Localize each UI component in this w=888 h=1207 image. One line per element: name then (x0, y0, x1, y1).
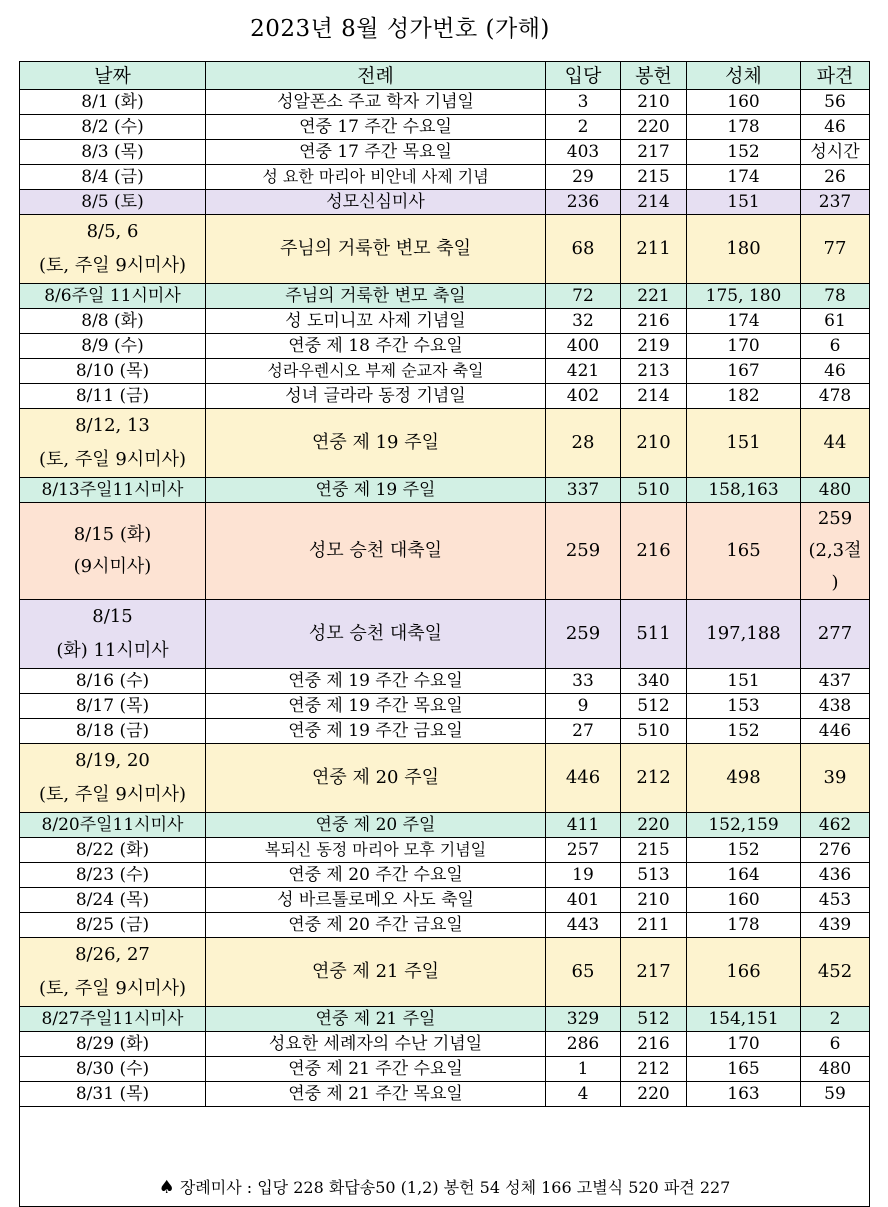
date-cell-line: (9시미사) (73, 556, 152, 577)
table-row (20, 938, 870, 1007)
offertory-cell: 213 (621, 359, 687, 384)
header-communion: 성체 (687, 62, 801, 90)
header-row (20, 62, 870, 90)
offertory-cell: 214 (621, 384, 687, 409)
entrance-cell: 9 (546, 694, 621, 719)
funeral-mass-text: 장례미사 : 입당 228 화답송50 (1,2) 봉헌 54 성체 166 고별식 520 파견 227 (179, 1178, 731, 1197)
entrance-cell: 337 (546, 478, 621, 503)
communion-cell: 165 (687, 503, 801, 600)
date-cell: 8/11 (금) (20, 384, 206, 409)
date-cell: 8/10 (목) (20, 359, 206, 384)
table-row (20, 600, 870, 669)
table-row (20, 1057, 870, 1082)
dismissal-cell: 480 (801, 478, 870, 503)
offertory-cell: 216 (621, 309, 687, 334)
dismissal-cell-line: 259 (817, 508, 853, 529)
liturgy-cell: 성요한 세례자의 수난 기념일 (206, 1032, 546, 1057)
communion-cell: 151 (687, 409, 801, 478)
date-cell: 8/18 (금) (20, 719, 206, 744)
entrance-cell: 33 (546, 669, 621, 694)
date-cell-line: 8/5, 6 (86, 221, 139, 242)
offertory-cell: 210 (621, 409, 687, 478)
table-row (20, 719, 870, 744)
entrance-cell: 401 (546, 888, 621, 913)
date-cell-line: (화) 11시미사 (56, 640, 169, 661)
date-cell: 8/9 (수) (20, 334, 206, 359)
communion-cell: 158,163 (687, 478, 801, 503)
communion-cell: 174 (687, 309, 801, 334)
offertory-cell: 217 (621, 140, 687, 165)
dismissal-cell: 436 (801, 863, 870, 888)
dismissal-cell: 437 (801, 669, 870, 694)
dismissal-cell: 46 (801, 359, 870, 384)
offertory-cell: 212 (621, 1057, 687, 1082)
liturgy-cell: 주님의 거룩한 변모 축일 (206, 284, 546, 309)
entrance-cell: 19 (546, 863, 621, 888)
header-date: 날짜 (20, 62, 206, 90)
offertory-cell: 220 (621, 115, 687, 140)
communion-cell: 153 (687, 694, 801, 719)
liturgy-cell: 연중 제 21 주간 수요일 (206, 1057, 546, 1082)
date-cell: 8/3 (목) (20, 140, 206, 165)
date-cell: 8/8 (화) (20, 309, 206, 334)
offertory-cell: 214 (621, 190, 687, 215)
offertory-cell: 216 (621, 1032, 687, 1057)
dismissal-cell: 46 (801, 115, 870, 140)
dismissal-cell: 6 (801, 1032, 870, 1057)
dismissal-cell-line: ) (831, 572, 839, 593)
date-cell: 8/25 (금) (20, 913, 206, 938)
header-entrance: 입당 (546, 62, 621, 90)
header-offertory: 봉헌 (621, 62, 687, 90)
dismissal-cell: 2 (801, 1007, 870, 1032)
date-cell: 8/22 (화) (20, 838, 206, 863)
dismissal-cell: 277 (801, 600, 870, 669)
table-row (20, 409, 870, 478)
dismissal-cell: 478 (801, 384, 870, 409)
date-cell: 8/17 (목) (20, 694, 206, 719)
liturgy-cell: 성알폰소 주교 학자 기념일 (206, 90, 546, 115)
date-cell (20, 744, 206, 813)
offertory-cell: 511 (621, 600, 687, 669)
dismissal-cell: 77 (801, 215, 870, 284)
dismissal-cell-line: (2,3절 (808, 540, 862, 561)
entrance-cell: 1 (546, 1057, 621, 1082)
table-row (20, 115, 870, 140)
date-cell: 8/24 (목) (20, 888, 206, 913)
table-row (20, 694, 870, 719)
spade-icon: ♠ (158, 1177, 175, 1198)
date-cell-line: 8/19, 20 (75, 750, 150, 771)
entrance-cell: 403 (546, 140, 621, 165)
offertory-cell: 512 (621, 1007, 687, 1032)
liturgy-cell: 성 도미니꼬 사제 기념일 (206, 309, 546, 334)
communion-cell: 182 (687, 384, 801, 409)
offertory-cell: 217 (621, 938, 687, 1007)
dismissal-cell: 78 (801, 284, 870, 309)
entrance-cell: 259 (546, 503, 621, 600)
offertory-cell: 210 (621, 888, 687, 913)
liturgy-cell: 성모신심미사 (206, 190, 546, 215)
date-cell: 8/30 (수) (20, 1057, 206, 1082)
entrance-cell: 236 (546, 190, 621, 215)
liturgy-cell: 연중 제 19 주간 목요일 (206, 694, 546, 719)
communion-cell: 498 (687, 744, 801, 813)
liturgy-cell: 연중 제 19 주일 (206, 409, 546, 478)
table-row (20, 863, 870, 888)
date-cell (20, 600, 206, 669)
liturgy-cell: 연중 제 21 주일 (206, 938, 546, 1007)
entrance-cell: 259 (546, 600, 621, 669)
entrance-cell: 443 (546, 913, 621, 938)
dismissal-cell: 237 (801, 190, 870, 215)
dismissal-cell: 453 (801, 888, 870, 913)
dismissal-cell: 276 (801, 838, 870, 863)
entrance-cell: 3 (546, 90, 621, 115)
date-cell-line: 8/15 (92, 606, 133, 627)
communion-cell: 175, 180 (687, 284, 801, 309)
offertory-cell: 220 (621, 1082, 687, 1107)
entrance-cell: 29 (546, 165, 621, 190)
communion-cell: 178 (687, 115, 801, 140)
liturgy-cell: 성녀 글라라 동정 기념일 (206, 384, 546, 409)
table-row (20, 384, 870, 409)
date-cell-line: 8/15 (화) (73, 524, 152, 545)
table-row (20, 744, 870, 813)
header-dismissal: 파견 (801, 62, 870, 90)
communion-cell: 151 (687, 190, 801, 215)
offertory-cell: 510 (621, 719, 687, 744)
table-row (20, 140, 870, 165)
table-row (20, 90, 870, 115)
date-cell (20, 938, 206, 1007)
date-cell: 8/13주일11시미사 (20, 478, 206, 503)
header-liturgy: 전례 (206, 62, 546, 90)
liturgy-cell: 성 요한 마리아 비안네 사제 기념 (206, 165, 546, 190)
entrance-cell: 402 (546, 384, 621, 409)
communion-cell: 152,159 (687, 813, 801, 838)
communion-cell: 152 (687, 719, 801, 744)
entrance-cell: 32 (546, 309, 621, 334)
dismissal-cell: 480 (801, 1057, 870, 1082)
communion-cell: 164 (687, 863, 801, 888)
communion-cell: 197,188 (687, 600, 801, 669)
table-row (20, 309, 870, 334)
liturgy-cell: 연중 17 주간 목요일 (206, 140, 546, 165)
offertory-cell: 340 (621, 669, 687, 694)
liturgy-cell: 복되신 동정 마리아 모후 기념일 (206, 838, 546, 863)
table-row (20, 838, 870, 863)
date-cell: 8/16 (수) (20, 669, 206, 694)
entrance-cell: 2 (546, 115, 621, 140)
funeral-mass-note (20, 1107, 870, 1207)
offertory-cell: 212 (621, 744, 687, 813)
table-row (20, 813, 870, 838)
date-cell: 8/4 (금) (20, 165, 206, 190)
dismissal-cell: 462 (801, 813, 870, 838)
liturgy-cell: 성모 승천 대축일 (206, 600, 546, 669)
liturgy-cell: 연중 제 20 주간 금요일 (206, 913, 546, 938)
liturgy-cell: 성 바르톨로메오 사도 축일 (206, 888, 546, 913)
date-cell: 8/2 (수) (20, 115, 206, 140)
liturgy-cell: 연중 제 18 주간 수요일 (206, 334, 546, 359)
entrance-cell: 329 (546, 1007, 621, 1032)
communion-cell: 178 (687, 913, 801, 938)
liturgy-cell: 연중 제 20 주일 (206, 744, 546, 813)
table-row (20, 888, 870, 913)
communion-cell: 166 (687, 938, 801, 1007)
date-cell (20, 409, 206, 478)
table-row (20, 1032, 870, 1057)
table-row (20, 359, 870, 384)
offertory-cell: 512 (621, 694, 687, 719)
table-row (20, 478, 870, 503)
date-cell-line: (토, 주일 9시미사) (39, 784, 186, 805)
communion-cell: 180 (687, 215, 801, 284)
table-row (20, 284, 870, 309)
communion-cell: 152 (687, 140, 801, 165)
entrance-cell: 28 (546, 409, 621, 478)
dismissal-cell: 56 (801, 90, 870, 115)
offertory-cell: 221 (621, 284, 687, 309)
table-row (20, 503, 870, 600)
date-cell-line: 8/26, 27 (75, 944, 150, 965)
date-cell: 8/23 (수) (20, 863, 206, 888)
dismissal-cell: 61 (801, 309, 870, 334)
offertory-cell: 210 (621, 90, 687, 115)
offertory-cell: 216 (621, 503, 687, 600)
liturgy-cell: 연중 제 20 주일 (206, 813, 546, 838)
date-cell-line: 8/12, 13 (75, 415, 150, 436)
dismissal-cell: 6 (801, 334, 870, 359)
liturgy-cell: 연중 제 19 주간 수요일 (206, 669, 546, 694)
entrance-cell: 65 (546, 938, 621, 1007)
date-cell: 8/31 (목) (20, 1082, 206, 1107)
entrance-cell: 446 (546, 744, 621, 813)
offertory-cell: 211 (621, 215, 687, 284)
liturgy-cell: 연중 제 21 주일 (206, 1007, 546, 1032)
communion-cell: 163 (687, 1082, 801, 1107)
liturgy-cell: 성모 승천 대축일 (206, 503, 546, 600)
communion-cell: 170 (687, 1032, 801, 1057)
offertory-cell: 215 (621, 838, 687, 863)
entrance-cell: 421 (546, 359, 621, 384)
date-cell-line: (토, 주일 9시미사) (39, 978, 186, 999)
date-cell: 8/29 (화) (20, 1032, 206, 1057)
liturgy-cell: 주님의 거룩한 변모 축일 (206, 215, 546, 284)
date-cell (20, 215, 206, 284)
table-row (20, 190, 870, 215)
offertory-cell: 211 (621, 913, 687, 938)
hymn-schedule-table (19, 61, 870, 1207)
offertory-cell: 510 (621, 478, 687, 503)
entrance-cell: 286 (546, 1032, 621, 1057)
date-cell: 8/1 (화) (20, 90, 206, 115)
liturgy-cell: 성라우렌시오 부제 순교자 축일 (206, 359, 546, 384)
communion-cell: 165 (687, 1057, 801, 1082)
date-cell: 8/6주일 11시미사 (20, 284, 206, 309)
entrance-cell: 72 (546, 284, 621, 309)
entrance-cell: 257 (546, 838, 621, 863)
dismissal-cell: 39 (801, 744, 870, 813)
dismissal-cell (801, 503, 870, 600)
table-row (20, 1082, 870, 1107)
offertory-cell: 219 (621, 334, 687, 359)
liturgy-cell: 연중 제 19 주일 (206, 478, 546, 503)
communion-cell: 154,151 (687, 1007, 801, 1032)
date-cell: 8/5 (토) (20, 190, 206, 215)
dismissal-cell: 26 (801, 165, 870, 190)
entrance-cell: 27 (546, 719, 621, 744)
dismissal-cell: 438 (801, 694, 870, 719)
table-row (20, 334, 870, 359)
communion-cell: 174 (687, 165, 801, 190)
communion-cell: 160 (687, 90, 801, 115)
liturgy-cell: 연중 제 21 주간 목요일 (206, 1082, 546, 1107)
dismissal-cell: 성시간 (801, 140, 870, 165)
dismissal-cell: 44 (801, 409, 870, 478)
liturgy-cell: 연중 제 19 주간 금요일 (206, 719, 546, 744)
table-row (20, 215, 870, 284)
entrance-cell: 411 (546, 813, 621, 838)
liturgy-cell: 연중 제 20 주간 수요일 (206, 863, 546, 888)
table-row (20, 669, 870, 694)
offertory-cell: 220 (621, 813, 687, 838)
entrance-cell: 4 (546, 1082, 621, 1107)
offertory-cell: 215 (621, 165, 687, 190)
entrance-cell: 68 (546, 215, 621, 284)
date-cell: 8/20주일11시미사 (20, 813, 206, 838)
dismissal-cell: 439 (801, 913, 870, 938)
communion-cell: 167 (687, 359, 801, 384)
communion-cell: 160 (687, 888, 801, 913)
table-row (20, 165, 870, 190)
table-row (20, 913, 870, 938)
communion-cell: 152 (687, 838, 801, 863)
footer-row (20, 1107, 870, 1207)
communion-cell: 151 (687, 669, 801, 694)
dismissal-cell: 452 (801, 938, 870, 1007)
offertory-cell: 513 (621, 863, 687, 888)
date-cell (20, 503, 206, 600)
date-cell-line: (토, 주일 9시미사) (39, 255, 186, 276)
date-cell-line: (토, 주일 9시미사) (39, 449, 186, 470)
table-row (20, 1007, 870, 1032)
dismissal-cell: 59 (801, 1082, 870, 1107)
page-title: 2023년 8월 성가번호 (가해) (250, 16, 550, 42)
entrance-cell: 400 (546, 334, 621, 359)
liturgy-cell: 연중 17 주간 수요일 (206, 115, 546, 140)
dismissal-cell: 446 (801, 719, 870, 744)
date-cell: 8/27주일11시미사 (20, 1007, 206, 1032)
communion-cell: 170 (687, 334, 801, 359)
